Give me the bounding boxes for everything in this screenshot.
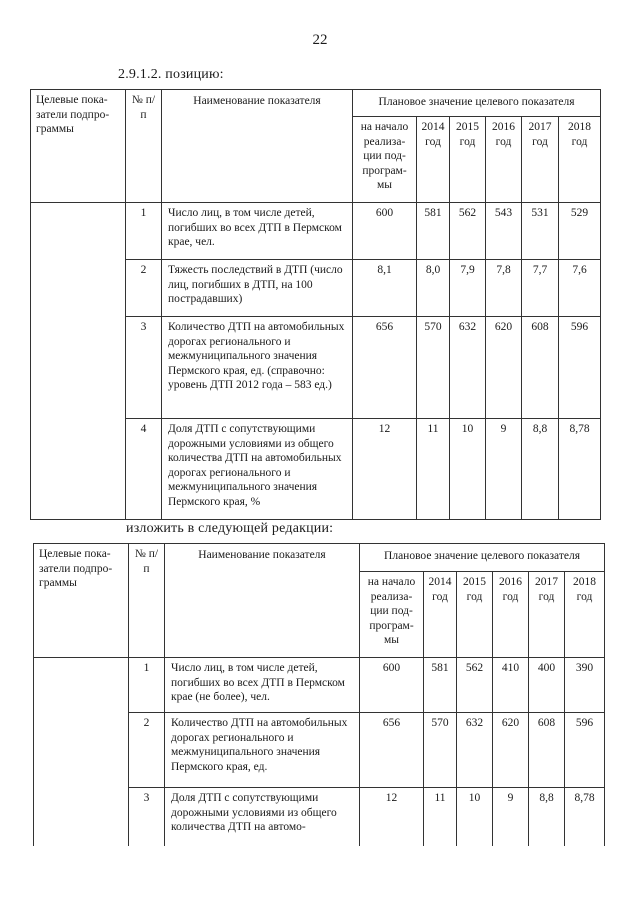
row-name: Доля ДТП с сопутствующими дорожными условиями из общего количества ДТП на автомо-: [165, 788, 360, 846]
header-plan: Плановое значение целевого показателя: [360, 544, 605, 572]
row-2015: 10: [450, 419, 486, 520]
row-2014: 11: [417, 419, 450, 520]
row-start: 12: [353, 419, 417, 520]
section-label: 2.9.1.2. позицию:: [118, 67, 224, 82]
row-2017: 400: [529, 658, 565, 713]
row-num: 1: [126, 203, 162, 260]
header-2016: 2016 год: [493, 572, 529, 658]
row-num: 4: [126, 419, 162, 520]
row-2016: 410: [493, 658, 529, 713]
header-2018: 2018 год: [565, 572, 605, 658]
row-2017: 608: [529, 713, 565, 788]
row-start: 12: [360, 788, 424, 846]
row-2017: 8,8: [522, 419, 559, 520]
row-start: 8,1: [353, 260, 417, 317]
header-start: на начало реализа-ции под-програм-мы: [360, 572, 424, 658]
row-2018: 8,78: [565, 788, 605, 846]
row-start: 600: [353, 203, 417, 260]
row-2017: 8,8: [529, 788, 565, 846]
row-name: Число лиц, в том числе детей, погибших во всех ДТП в Пермском крае, чел.: [162, 203, 353, 260]
row-name: Количество ДТП на автомобильных дорогах регионального и межмуниципального значения Пермского края, ед. (справочно: уровень ДТП 2012 года – 583 ед.): [162, 317, 353, 419]
header-goal: Целевые пока-затели подпро-граммы: [34, 544, 129, 658]
row-name: Число лиц, в том числе детей, погибших во всех ДТП в Пермском крае (не более), чел.: [165, 658, 360, 713]
row-num: 3: [129, 788, 165, 846]
table-row: [34, 658, 605, 713]
row-num: 3: [126, 317, 162, 419]
header-goal: Целевые пока-затели подпро-граммы: [31, 90, 126, 203]
indicators-table-current: [30, 89, 601, 520]
goal-cell-empty: [34, 658, 129, 846]
replace-label: изложить в следующей редакции:: [126, 521, 334, 536]
row-2016: 620: [486, 317, 522, 419]
row-2014: 11: [424, 788, 457, 846]
header-2017: 2017 год: [529, 572, 565, 658]
header-name: Наименование показателя: [162, 90, 353, 203]
row-2016: 7,8: [486, 260, 522, 317]
header-2015: 2015 год: [457, 572, 493, 658]
header-plan: Плановое значение целевого показателя: [353, 90, 601, 117]
row-start: 656: [360, 713, 424, 788]
page-number: 22: [312, 32, 328, 48]
row-2014: 581: [417, 203, 450, 260]
header-2014: 2014 год: [417, 117, 450, 203]
row-2015: 562: [450, 203, 486, 260]
row-2017: 531: [522, 203, 559, 260]
row-2014: 570: [424, 713, 457, 788]
header-2018: 2018 год: [559, 117, 601, 203]
row-2014: 570: [417, 317, 450, 419]
row-name: Доля ДТП с сопутствующими дорожными условиями из общего количества ДТП на автомобильных дорогах регионального и межмуниципального значения Пермского края, %: [162, 419, 353, 520]
row-2016: 620: [493, 713, 529, 788]
header-2014: 2014 год: [424, 572, 457, 658]
row-num: 2: [129, 713, 165, 788]
row-2017: 608: [522, 317, 559, 419]
row-2016: 9: [493, 788, 529, 846]
header-2017: 2017 год: [522, 117, 559, 203]
row-2015: 632: [450, 317, 486, 419]
goal-cell-empty: [31, 203, 126, 520]
row-num: 2: [126, 260, 162, 317]
row-2016: 9: [486, 419, 522, 520]
indicators-table-new: [33, 543, 605, 846]
row-2018: 8,78: [559, 419, 601, 520]
row-2017: 7,7: [522, 260, 559, 317]
row-2018: 596: [565, 713, 605, 788]
header-num: № п/п: [129, 544, 165, 658]
row-2015: 7,9: [450, 260, 486, 317]
row-start: 600: [360, 658, 424, 713]
row-2018: 390: [565, 658, 605, 713]
row-2018: 7,6: [559, 260, 601, 317]
row-start: 656: [353, 317, 417, 419]
row-2015: 10: [457, 788, 493, 846]
row-name: Тяжесть последствий в ДТП (число лиц, погибших в ДТП, на 100 пострадавших): [162, 260, 353, 317]
row-2014: 581: [424, 658, 457, 713]
table-row: [31, 203, 601, 260]
row-2018: 529: [559, 203, 601, 260]
row-name: Количество ДТП на автомобильных дорогах регионального и межмуниципального значения Пермского края, ед.: [165, 713, 360, 788]
header-2015: 2015 год: [450, 117, 486, 203]
row-num: 1: [129, 658, 165, 713]
header-2016: 2016 год: [486, 117, 522, 203]
row-2015: 632: [457, 713, 493, 788]
row-2018: 596: [559, 317, 601, 419]
row-2014: 8,0: [417, 260, 450, 317]
row-2016: 543: [486, 203, 522, 260]
row-2015: 562: [457, 658, 493, 713]
header-name: Наименование показателя: [165, 544, 360, 658]
header-start: на начало реализа-ции под-програм-мы: [353, 117, 417, 203]
header-num: № п/п: [126, 90, 162, 203]
